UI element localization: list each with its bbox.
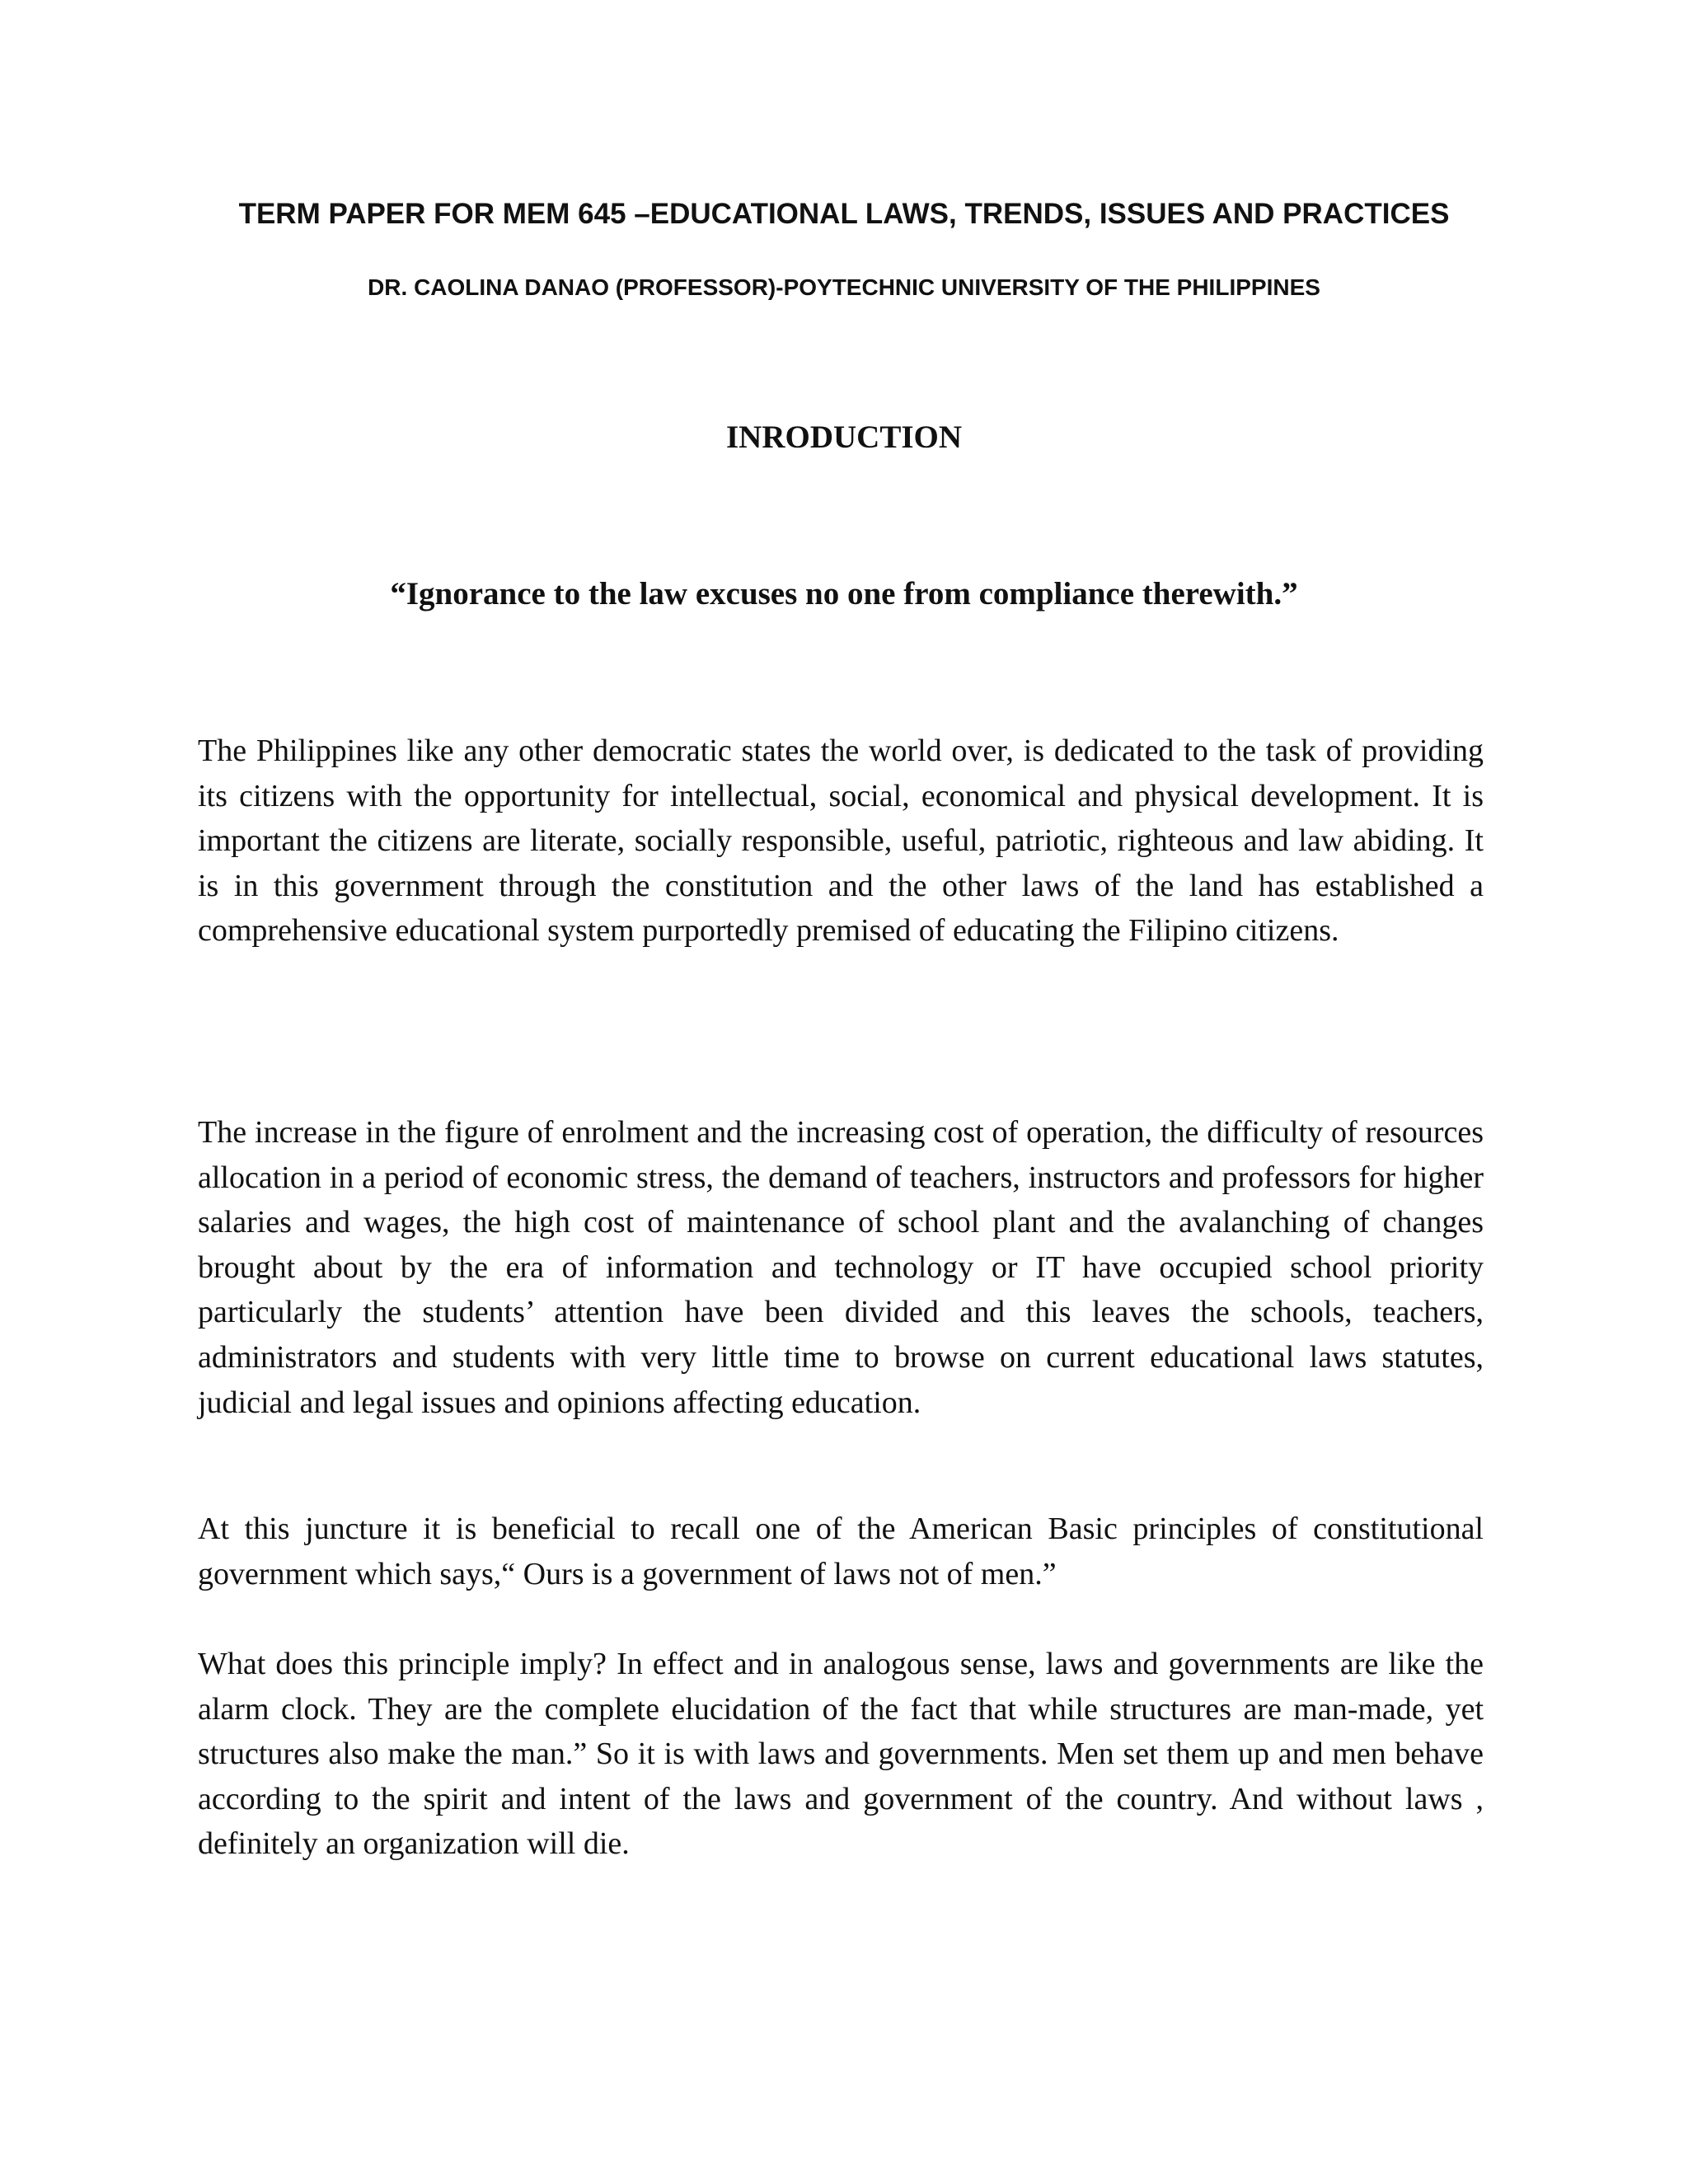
epigraph-quote: “Ignorance to the law excuses no one from compliance therewith.”: [390, 576, 1298, 612]
body-paragraph-2: The increase in the figure of enrolment and the increasing cost of operation, the difficulty of resources allocation in a period of economic stress, the demand of teachers, instructors and professors for higher salaries and wages, the high cost of maintenance of school plant and the avalanching of changes brought about by the era of information and technology or IT have occupied school priority particularly the students’ attention have been divided and this leaves the schools, teachers, administrators and students with very little time to browse on current educational laws statutes, judicial and legal issues and opinions affecting education.: [198, 1115, 1484, 1420]
body-paragraph-1: The Philippines like any other democratic states the world over, is dedicated to the task of providing its citizens with the opportunity for intellectual, social, economical and physical development. It is important the citizens are literate, socially responsible, useful, patriotic, righteous and law abiding. It is in this government through the constitution and the other laws of the land has established a comprehensive educational system purportedly premised of educating the Filipino citizens.: [198, 733, 1484, 949]
section-heading: INRODUCTION: [725, 419, 963, 455]
professor-line: DR. CAOLINA DANAO (PROFESSOR)-POYTECHNIC UNIVERSITY OF THE PHILIPPINES: [368, 274, 1320, 300]
body-paragraph-4: What does this principle imply? In effect and in analogous sense, laws and governments are like the alarm clock. They are the complete elucidation of the fact that while structures are man-made, yet structures also make the man.” So it is with laws and governments. Men set them up and men behave according to the spirit and intent of the laws and government of the country. And without laws , definitely an organization will die.: [198, 1647, 1484, 1862]
document-title: TERM PAPER FOR MEM 645 –EDUCATIONAL LAWS, TRENDS, ISSUES AND PRACTICES: [238, 198, 1450, 230]
body-paragraph-3: At this juncture it is beneficial to recall one of the American Basic principles of constitutional government which says,“ Ours is a government of laws not of men.”: [198, 1511, 1484, 1591]
